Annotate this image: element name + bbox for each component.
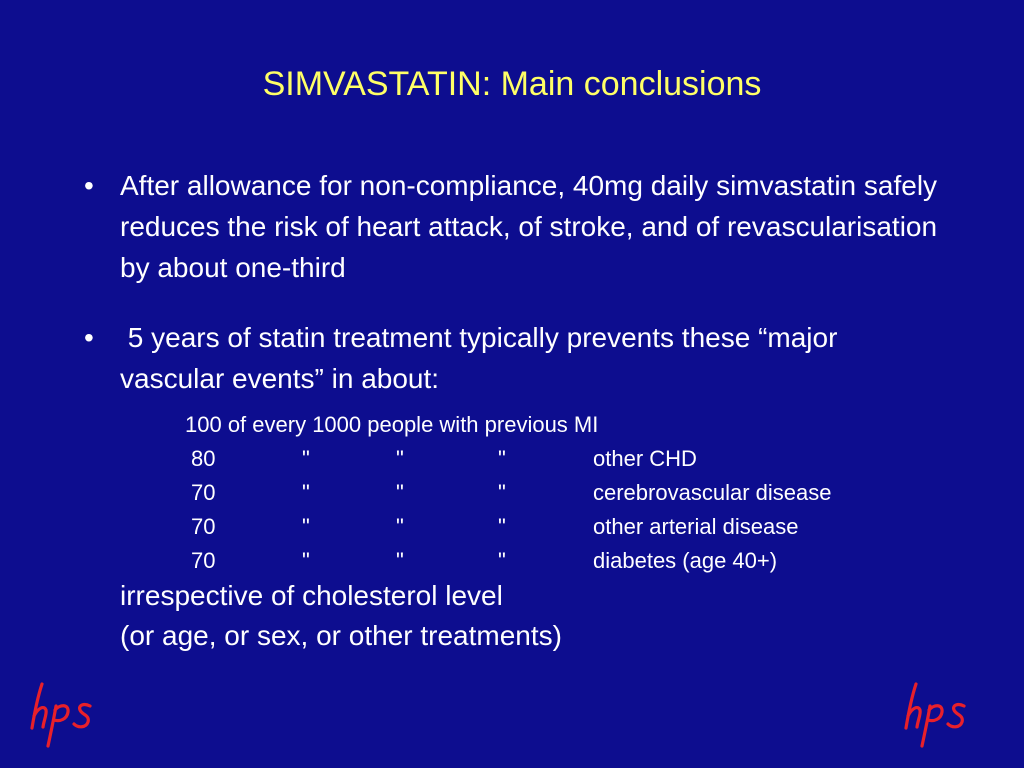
- bullet-text: 5 years of statin treatment typically prevents these “major vascular events” in about:: [120, 322, 846, 394]
- slide-title: SIMVASTATIN: Main conclusions: [262, 65, 762, 103]
- events-group-label: cerebrovascular disease: [593, 480, 832, 505]
- events-group-label: other CHD: [593, 446, 697, 471]
- ditto-mark: ": [302, 446, 310, 471]
- events-count: 70: [191, 514, 216, 539]
- ditto-mark: ": [302, 548, 310, 573]
- ditto-mark: ": [396, 446, 404, 471]
- ditto-mark: ": [396, 480, 404, 505]
- events-count: 70: [191, 480, 216, 505]
- events-row: [0, 442, 1024, 476]
- events-count: 80: [191, 446, 216, 471]
- hps-logo: [898, 672, 988, 752]
- ditto-mark: ": [396, 548, 404, 573]
- ditto-mark: ": [498, 446, 506, 471]
- events-row: [0, 476, 1024, 510]
- events-row: [0, 510, 1024, 544]
- hps-logo: [24, 672, 114, 752]
- bullet-text: After allowance for non-compliance, 40mg daily simvastatin safely reduces the risk of heart attack, of stroke, and of revascularisation by about one-third: [120, 170, 938, 283]
- events-group-label: diabetes (age 40+): [593, 548, 778, 573]
- ditto-mark: ": [302, 514, 310, 539]
- events-list-header-line: 100 of every 1000 people with previous MI: [185, 412, 599, 437]
- ditto-mark: ": [396, 514, 404, 539]
- events-group-label: other arterial disease: [593, 514, 799, 539]
- events-count: 70: [191, 548, 216, 573]
- bullet-marker: •: [84, 170, 94, 201]
- bullet-marker: •: [84, 322, 94, 353]
- ditto-mark: ": [498, 480, 506, 505]
- ditto-mark: ": [302, 480, 310, 505]
- ditto-mark: ": [498, 514, 506, 539]
- trailing-note: irrespective of cholesterol level: [120, 580, 503, 611]
- ditto-mark: ": [498, 548, 506, 573]
- trailing-note: (or age, or sex, or other treatments): [120, 620, 562, 651]
- events-row: [0, 544, 1024, 578]
